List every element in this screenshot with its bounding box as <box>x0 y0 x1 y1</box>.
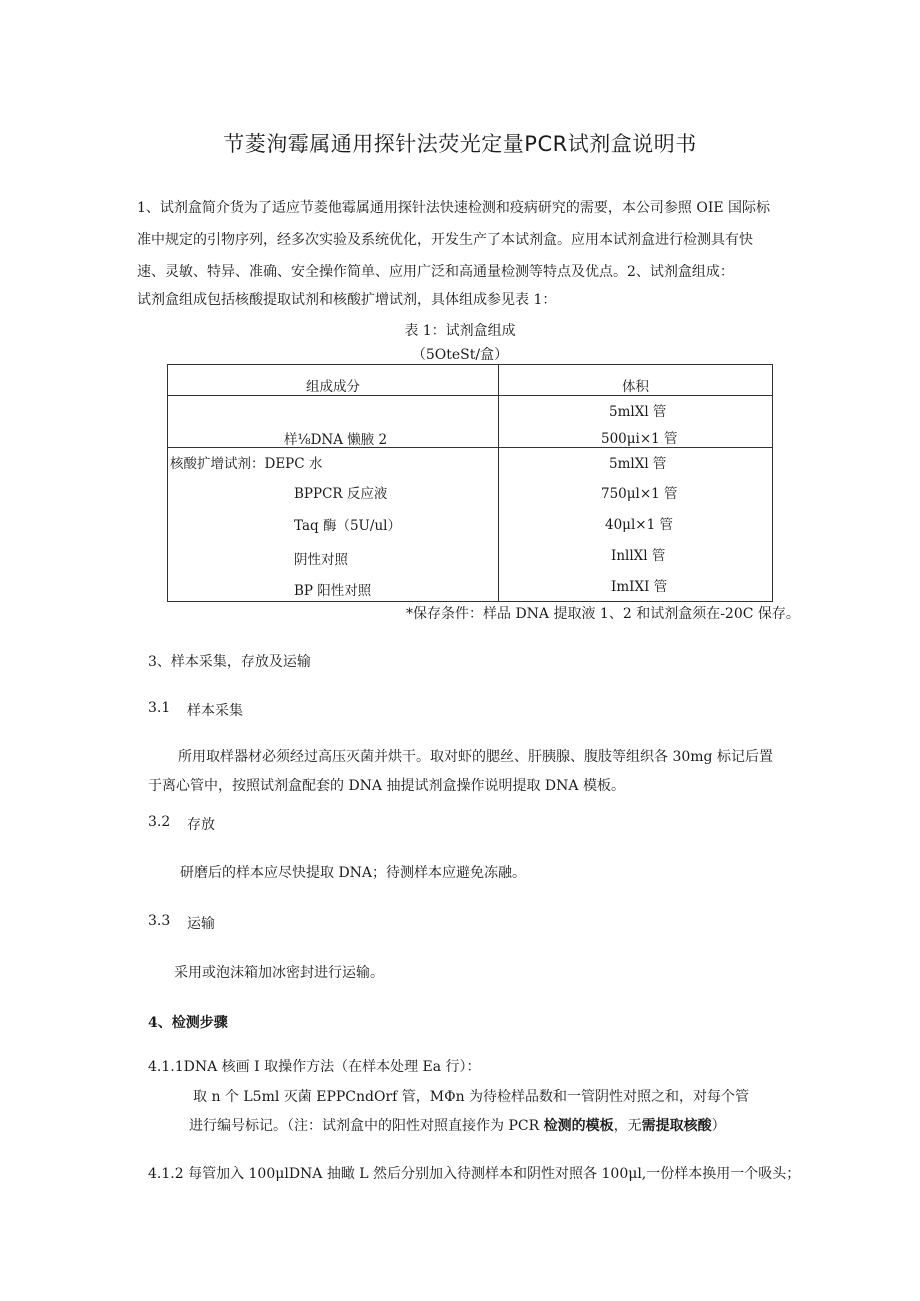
row1-volume-b: 500μi×1 管 <box>601 431 678 447</box>
emphasis-text: 检测的模板 <box>543 1118 614 1134</box>
section-number: 3.3 <box>148 913 171 929</box>
storage-note: *保存条件：样品 DNA 提取液 1、2 和试剂盒须在-20C 保存。 <box>406 606 800 622</box>
kit-composition-table <box>167 364 773 602</box>
header-volume: 体积 <box>499 365 773 396</box>
row2-component-e: BP 阳性对照 <box>294 583 372 599</box>
table-header-row <box>168 365 773 396</box>
table-row <box>168 448 773 602</box>
step-line: 4.1.2 每管加入 100μlDNA 抽瞰 L 然后分别加入待测样本和阴性对照各 100μl,一份样本换用一个吸头； <box>148 1166 801 1182</box>
row2-volume-a: 5mlXl 管 <box>609 456 667 472</box>
section-title: 运输 <box>187 916 215 932</box>
intro-line: 1、试剂盒简介货为了适应节菱他霉属通用探针法快速检测和疫病研究的需要，本公司参照 OIE 国际标 <box>137 200 771 216</box>
section-number: 3.1 <box>148 700 171 716</box>
row2-volume-c: 40μl×1 管 <box>605 517 673 533</box>
table-row <box>168 396 773 448</box>
body-line: 研磨后的样本应尽快提取 DNA；待测样本应避免冻融。 <box>180 865 527 881</box>
emphasis-text: 需提取核酸 <box>641 1118 712 1134</box>
body-line: 于离心管中，按照试剂盒配套的 DNA 抽提试剂盒操作说明提取 DNA 模板。 <box>148 778 625 794</box>
row2-volume-d: InllXl 管 <box>611 548 666 564</box>
body-line: 所用取样器材必须经过高压灭菌并烘干。取对虾的腮丝、肝胰腺、腹肢等组织各 30mg 标记后置 <box>178 749 773 765</box>
row1-component: 样⅛DNA 懒腋 2 <box>284 432 388 448</box>
intro-paragraph <box>137 192 797 316</box>
row2-component-d: 阴性对照 <box>294 552 348 568</box>
body-line-with-emphasis <box>189 1115 726 1135</box>
section-number: 3.2 <box>148 814 171 830</box>
table-subcaption: （5OteSt/盒） <box>411 347 509 363</box>
intro-line: 试剂盒组成包括核酸提取试剂和核酸扩增试剂，具体组成参见表 1： <box>137 292 557 308</box>
row2-volume-e: ImIXI 管 <box>611 579 668 595</box>
section-title: 存放 <box>187 817 215 833</box>
body-text: ） <box>711 1118 726 1134</box>
section3-heading: 3、样本采集，存放及运输 <box>148 654 311 670</box>
body-text: ，无 <box>613 1118 642 1134</box>
intro-line: 准中规定的引物序列，经多次实验及系统优化，开发生产了本试剂盒。应用本试剂盒进行检测具有快 <box>137 232 753 248</box>
row2-component-b: BPPCR 反应液 <box>294 486 388 502</box>
header-composition: 组成成分 <box>168 365 499 396</box>
step-heading: 4.1.1DNA 核画 I 取操作方法（在样本处理 Ea 行）： <box>148 1059 481 1075</box>
body-line: 取 n 个 L5ml 灭菌 EPPCndOrf 管，MΦn 为待检样品数和一管阴性对照之和，对每个管 <box>193 1089 750 1105</box>
body-line: 采用或泡沫箱加冰密封进行运输。 <box>174 965 384 981</box>
body-text: 进行编号标记。（注：试剂盒中的阳性对照直接作为 PCR <box>189 1118 544 1134</box>
table-caption: 表 1：试剂盒组成 <box>404 323 516 339</box>
row2-component-a: 核酸扩增试剂：DEPC 水 <box>170 456 323 472</box>
row1-volume-a: 5mlXl 管 <box>609 404 667 420</box>
row2-component-c: Taq 酶（5U/ul） <box>294 518 401 534</box>
intro-line: 速、灵敏、特异、准确、安全操作简单、应用广泛和高通量检测等特点及优点。2、试剂盒组成： <box>137 264 734 280</box>
row2-volume-b: 750μl×1 管 <box>601 486 678 502</box>
section-title: 样本采集 <box>187 703 243 719</box>
document-title: 节菱洵霉属通用探针法荧光定量PCR试剂盒说明书 <box>223 132 697 156</box>
section4-heading: 4、检测步骤 <box>148 1015 228 1031</box>
